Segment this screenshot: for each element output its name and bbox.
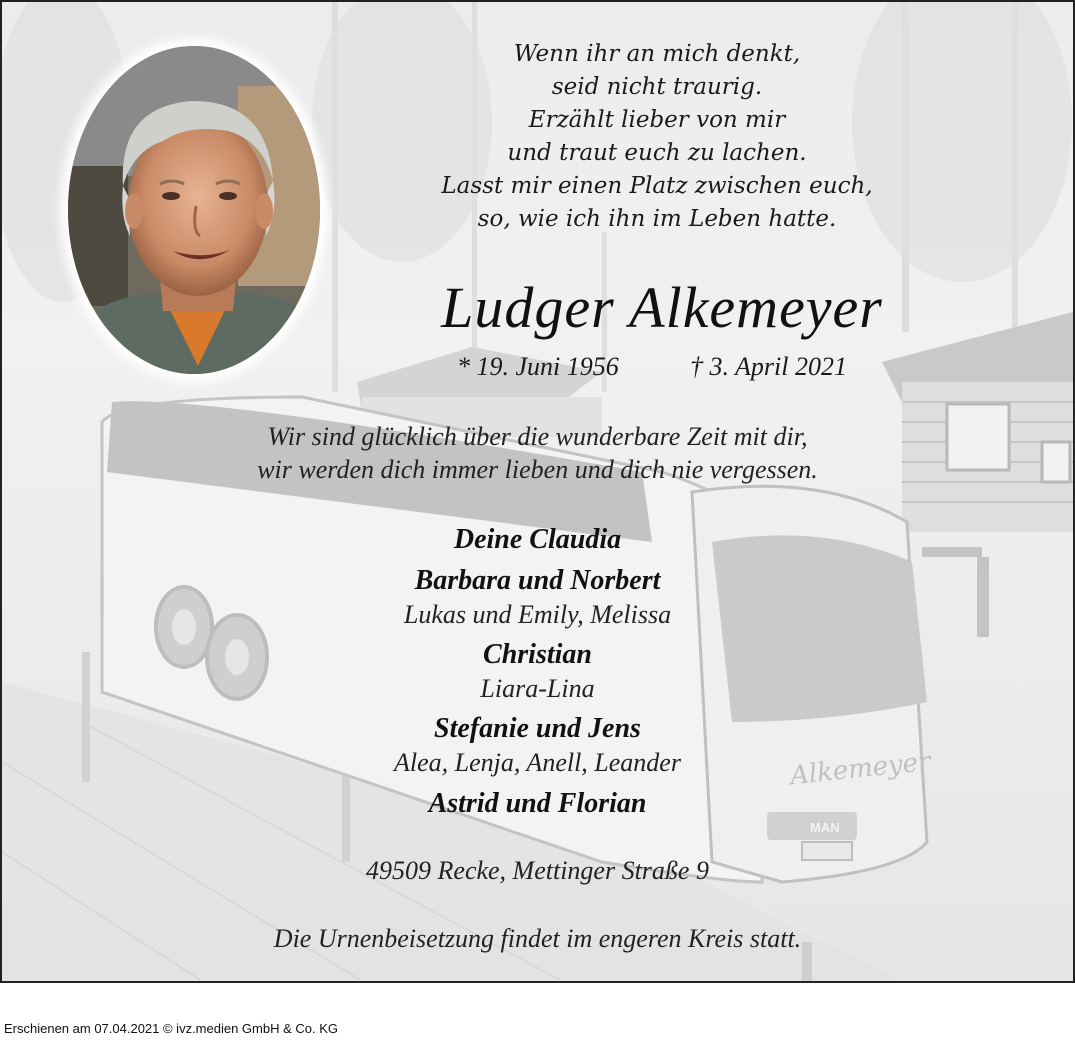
family-barbara-children: Lukas und Emily, Melissa [403, 600, 672, 629]
death-date: † 3. April 2021 [690, 352, 847, 381]
birth-date: * 19. Juni 1956 [457, 352, 619, 381]
poem-line: Wenn ihr an mich denkt, [513, 41, 801, 67]
burial-notice: Die Urnenbeisetzung findet im engeren Kreis statt. [273, 924, 802, 953]
bus-brand: MAN [810, 820, 840, 835]
poem-line: seid nicht traurig. [551, 74, 763, 100]
deceased-name: Ludger Alkemeyer [441, 275, 883, 340]
poem-line: Erzählt lieber von mir [528, 107, 786, 133]
poem-line: und traut euch zu lachen. [507, 140, 807, 166]
poem-line: so, wie ich ihn im Leben hatte. [477, 206, 837, 232]
poem [212, 38, 1075, 236]
publication-footer: Erschienen am 07.04.2021 © ivz.medien GmbH & Co. KG [4, 1021, 339, 1036]
family-christian-children: Liara-Lina [480, 674, 595, 703]
farewell-message [2, 420, 1073, 486]
family-stefanie-jens: Stefanie und Jens [434, 713, 641, 744]
bus-lettering: Alkemeyer [788, 746, 932, 792]
message-line: wir werden dich immer lieben und dich nie vergessen. [257, 455, 818, 484]
family-claudia: Deine Claudia [453, 524, 622, 555]
family-astrid-florian: Astrid und Florian [428, 788, 647, 819]
poem-line: Lasst mir einen Platz zwischen euch, [441, 173, 873, 199]
message-line: Wir sind glücklich über die wunderbare Zeit mit dir, [267, 422, 808, 451]
address: 49509 Recke, Mettinger Straße 9 [366, 856, 709, 885]
family-stefanie-children: Alea, Lenja, Anell, Leander [394, 748, 681, 777]
family-christian: Christian [483, 639, 592, 670]
family-barbara-norbert: Barbara und Norbert [414, 565, 661, 596]
